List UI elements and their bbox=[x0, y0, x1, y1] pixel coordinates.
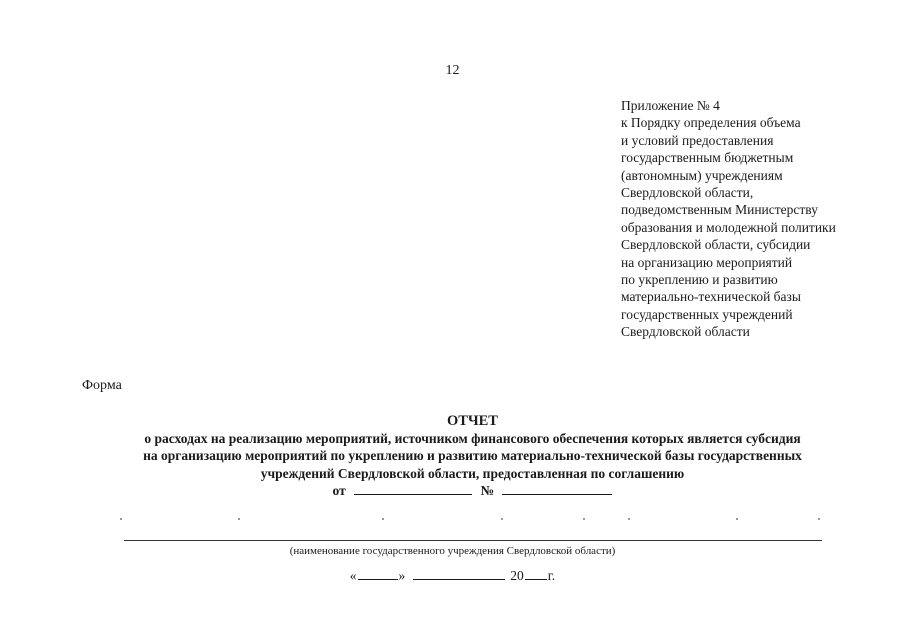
appendix-line: и условий предоставления bbox=[621, 132, 774, 148]
appendix-line: Приложение № 4 bbox=[621, 98, 720, 113]
report-title-block bbox=[70, 413, 875, 499]
appendix-line: на организацию мероприятий bbox=[621, 254, 793, 270]
agreement-line bbox=[70, 482, 875, 499]
appendix-line: материально-технической базы bbox=[621, 289, 801, 305]
date-year-suffix: г. bbox=[547, 568, 556, 583]
report-date-field bbox=[0, 568, 905, 584]
appendix-line: образования и молодежной политики bbox=[621, 219, 836, 235]
date-close-quote: » bbox=[398, 568, 406, 583]
appendix-line: к Порядку определения объема bbox=[621, 115, 801, 131]
page-number: 12 bbox=[445, 63, 460, 78]
agreement-from-label: от bbox=[332, 482, 346, 498]
appendix-block bbox=[621, 97, 891, 341]
scan-dots bbox=[120, 518, 820, 524]
agreement-number-label: № bbox=[480, 482, 495, 498]
form-label: Форма bbox=[82, 378, 122, 393]
appendix-line: (автономным) учреждениям bbox=[621, 167, 783, 183]
appendix-line: Свердловской области bbox=[621, 324, 750, 340]
report-title-line: на организацию мероприятий по укреплению и развитию материально-технической базы государственных bbox=[143, 448, 802, 464]
appendix-line: государственным бюджетным bbox=[621, 150, 794, 166]
organization-caption: (наименование государственного учреждения Свердловской области) bbox=[289, 545, 616, 557]
date-month-blank[interactable] bbox=[413, 568, 505, 580]
agreement-date-blank[interactable] bbox=[354, 483, 472, 495]
date-century: 20 bbox=[510, 568, 524, 583]
date-day-blank[interactable] bbox=[358, 568, 398, 580]
appendix-line: подведомственным Министерству bbox=[621, 202, 818, 218]
report-title-line: о расходах на реализацию мероприятий, источником финансового обеспечения которых является субсидия bbox=[144, 431, 801, 447]
agreement-number-blank[interactable] bbox=[502, 483, 612, 495]
organization-name-field[interactable] bbox=[124, 540, 822, 541]
appendix-line: государственных учреждений bbox=[621, 306, 793, 322]
appendix-line: Свердловской области, субсидии bbox=[621, 237, 811, 253]
date-year-blank[interactable] bbox=[525, 568, 547, 580]
report-heading: ОТЧЕТ bbox=[447, 413, 498, 429]
appendix-line: Свердловской области, bbox=[621, 185, 754, 201]
appendix-line: по укреплению и развитию bbox=[621, 272, 778, 288]
date-open-quote: « bbox=[349, 568, 357, 583]
report-title-line: учреждений Свердловской области, предоставленная по соглашению bbox=[260, 465, 685, 481]
